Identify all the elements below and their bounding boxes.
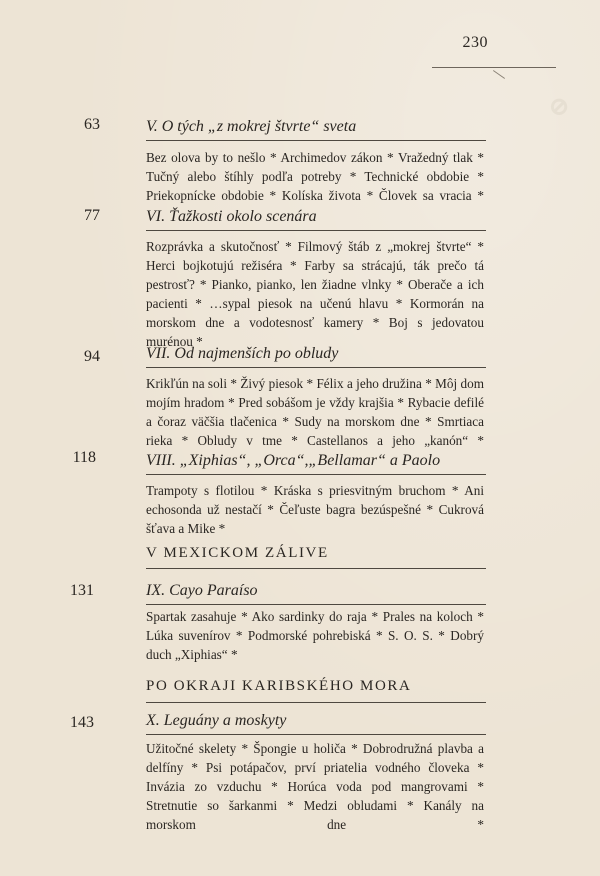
entry-page-number: 77	[84, 207, 100, 224]
entry-topics: Rozprávka a skutočnosť * Filmový štáb z „mokrej štvrte“ * Herci bojkotujú režiséra * Farby sa strácajú, ták prečo tá pestrosť? * Pianko, pianko, len žiadne vlnky * Oberače a ich pacienti * …sypal piesok na učenú hlavu * Kormorán na morskom dne a vodotesnosť kamery * Boj s jedovatou murénou *	[146, 239, 484, 349]
page-number: 230	[462, 34, 488, 51]
section-heading: PO OKRAJI KARIBSKÉHO MORA	[146, 678, 412, 694]
entry-title: VIII. „Xiphias“, „Orca“,„Bellamar“ a Paolo	[146, 452, 441, 469]
show-through-artifact: ⊘	[548, 92, 570, 121]
entry-title: X. Leguány a moskyty	[146, 712, 287, 729]
entry-rule	[146, 604, 486, 605]
entry-title: VI. Ťažkosti okolo scenára	[146, 208, 317, 225]
entry-rule	[146, 474, 486, 475]
entry-page-number: 94	[84, 348, 100, 365]
section-rule	[146, 568, 486, 569]
entry-page-number: 63	[84, 116, 100, 133]
pencil-mark	[493, 70, 505, 79]
entry-rule	[146, 140, 486, 141]
section-heading: V MEXICKOM ZÁLIVE	[146, 545, 329, 561]
entry-title: IX. Cayo Paraíso	[146, 582, 258, 599]
entry-page-number: 143	[70, 714, 94, 731]
entry-title: VII. Od najmenších po obludy	[146, 345, 339, 362]
entry-topics: Krikľún na soli * Živý piesok * Félix a jeho družina * Môj dom mojím hradom * Pred sobášom je vždy krajšia * Rybacie defilé a čoraz väčšia tlačenica * Sudy na morskom dne * Smrtiaca rieka * Obludy v tme * Castellanos a jeho „kanón“ *	[146, 376, 484, 448]
entry-page-number: 131	[70, 582, 94, 599]
section-rule	[146, 702, 486, 703]
entry-page-number: 118	[72, 449, 96, 466]
entry-rule	[146, 734, 486, 735]
header-rule	[432, 67, 556, 68]
entry-rule	[146, 230, 486, 231]
entry-rule	[146, 367, 486, 368]
entry-topics: Spartak zasahuje * Ako sardinky do raja * Prales na koloch * Lúka suvenírov * Podmorské pohrebiská * S. O. S. * Dobrý duch „Xiphias“ *	[146, 609, 484, 662]
entry-topics: Užitočné skelety * Špongie u holiča * Dobrodružná plavba a delfíny * Psi potápačov, prví priatelia vodného človeka * Invázia zo vzduchu * Horúca voda pod mangrovami * Stretnutie so šarkanmi * Medzi obludami * Kanály na morskom dne *	[146, 741, 484, 832]
entry-title: V. O tých „z mokrej štvrte“ sveta	[146, 118, 357, 135]
entry-topics: Trampoty s flotilou * Kráska s priesvitným bruchom * Ani echosonda už nestačí * Čeľuste bagra bezúspešné * Cukrová šťava a Mike *	[146, 483, 484, 536]
entry-topics: Bez olova by to nešlo * Archimedov zákon * Vražedný tlak * Tučný alebo štíhly podľa potreby * Technické obdobie * Priekopnícke obdobie * Kolíska života * Človek sa vracia *	[146, 150, 484, 203]
